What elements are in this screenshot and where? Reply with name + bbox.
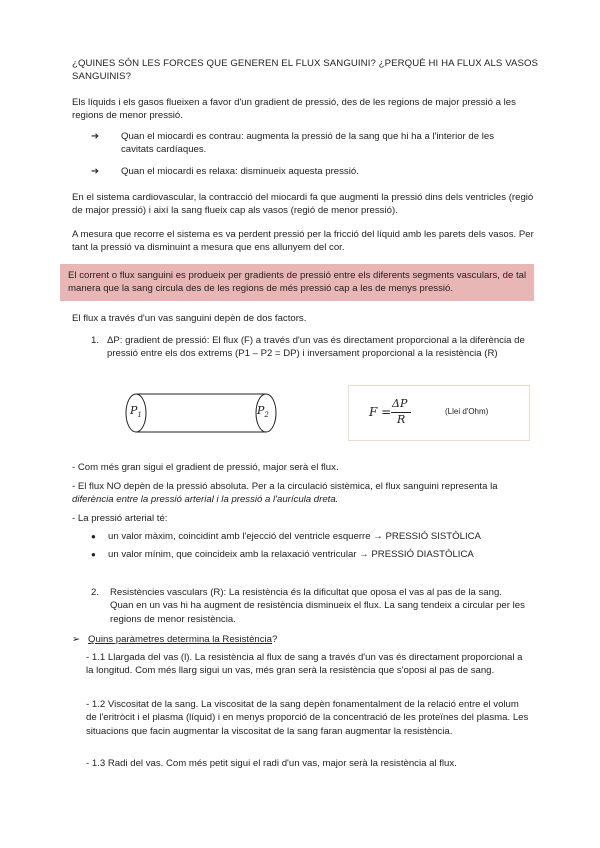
highlight-box bbox=[60, 264, 534, 301]
factor-1 bbox=[91, 334, 531, 376]
bullet-diastolic bbox=[91, 548, 531, 562]
factor-2 bbox=[91, 586, 531, 628]
arrow-icon: ➔ bbox=[91, 131, 100, 142]
arrow-icon: ➔ bbox=[91, 166, 100, 177]
arrow-item-relax bbox=[91, 165, 531, 179]
pressure-heading: - La pressió arterial té: bbox=[72, 513, 168, 524]
ohm-formula-box bbox=[348, 385, 530, 441]
resistance-heading-text: Quins paràmetres determina la Resistència bbox=[88, 634, 273, 645]
resistance-length: - 1.1 Llargada del vas (l). La resistència al flux de sang a través d'un vas és directament proporcional a la longitud. Com més llarg sigui un vas, més gran serà la resistència que s'oposi al pas de sang. bbox=[86, 652, 523, 677]
formula-denominator: R bbox=[397, 413, 406, 426]
factor-number: 1. bbox=[91, 335, 100, 346]
note-gradient: - Com més gran sigui el gradient de pressió, major serà el flux. bbox=[72, 462, 339, 473]
bullet-text: un valor màxim, coincidint amb l'ejecció del ventricle esquerre → PRESSIÓ SISTÒLICA bbox=[108, 531, 481, 542]
label-p2: $P_2$ bbox=[257, 404, 269, 420]
heading-marker-icon: ➢ bbox=[72, 634, 81, 645]
resistance-viscosity: - 1.2 Viscositat de la sang. La viscositat de la sang depèn fonamentalment de la relació entre el volum de l'eritròcit i el plasma (líquid) i en menys proporció de la concentració de les proteïnes del plasma. Les situacions que facin augmentar la viscositat de la sang faran augmentar la resistència. bbox=[86, 699, 529, 737]
cardio-paragraph: En el sistema cardiovascular, la contracció del miocardi fa que augmenti la pressió dins dels ventricles (regió de major pressió) i així la sang flueix cap als vasos (regió de menor pressió). bbox=[72, 192, 534, 217]
bullet-systolic bbox=[91, 530, 531, 544]
bullet-text: un valor mínim, que coincideix amb la relaxació ventricular → PRESSIÓ DIASTÒLICA bbox=[108, 549, 474, 560]
note-absolute-pressure: - El flux NO depèn de la pressió absoluta. Per a la circulació sistèmica, el flux sanguini representa la diferència entre la pressió arterial i la pressió a l'aurícula dreta. bbox=[72, 481, 498, 506]
label-p1: $P_1$ bbox=[130, 404, 142, 420]
page-title: ¿QUINES SÓN LES FORCES QUE GENEREN EL FLUX SANGUINI? ¿PERQUÈ HI HA FLUX ALS VASOS SANGUINIS? bbox=[72, 58, 539, 83]
bullet-icon: ● bbox=[91, 550, 96, 559]
factor-2-text: Resistències vasculars (R): La resistència és la dificultat que oposa el vas al pas de la sang. Quan en un vas hi ha augment de resistència disminueix el flux. La sang tendeix a circular per les regions de menor resistència. bbox=[110, 587, 525, 625]
resistance-heading: ➢ Quins paràmetres determina la Resistència? bbox=[72, 634, 278, 645]
intro-paragraph: Els líquids i els gasos flueixen a favor d'un gradient de pressió, des de les regions de major pressió a les regions de menor pressió. bbox=[72, 97, 516, 122]
factor-number: 2. bbox=[91, 587, 100, 598]
arrow-item-text: Quan el miocardi es contrau: augmenta la pressió de la sang que hi ha a l'interior de les cavitats cardíaques. bbox=[121, 131, 495, 156]
arrow-item-contract bbox=[91, 130, 531, 158]
bullet-icon: ● bbox=[91, 532, 96, 541]
formula-note: (Llei d'Ohm) bbox=[445, 407, 489, 416]
factors-intro: El flux a través d'un vas sanguini depèn de dos factors. bbox=[72, 313, 307, 324]
formula-numerator: ΔP bbox=[392, 397, 408, 410]
highlight-text: El corrent o flux sanguini es produeix per gradients de pressió entre els diferents segments vasculars, de tal manera que la sang circula des de les regions de més pressió cap a les de menys pressió. bbox=[68, 270, 527, 295]
pressure-loss-paragraph: A mesura que recorre el sistema es va perdent pressió per la fricció del líquid amb les parets dels vasos. Per tant la pressió va disminuint a mesura que ens allunyem del cor. bbox=[72, 229, 534, 254]
formula-lhs: F = bbox=[369, 405, 392, 419]
resistance-radius: - 1.3 Radi del vas. Com més petit sigui el radi d'un vas, major serà la resistència al flux. bbox=[86, 758, 457, 769]
arrow-item-text: Quan el miocardi es relaxa: disminueix aquesta pressió. bbox=[121, 166, 359, 177]
factor-1-text: ΔP: gradient de pressió: El flux (F) a través d'un vas és directament proporcional a la diferència de pressió entre els dos extrems (P1 – P2 = DP) i inversament proporcional a la resistència (R) bbox=[107, 335, 525, 360]
